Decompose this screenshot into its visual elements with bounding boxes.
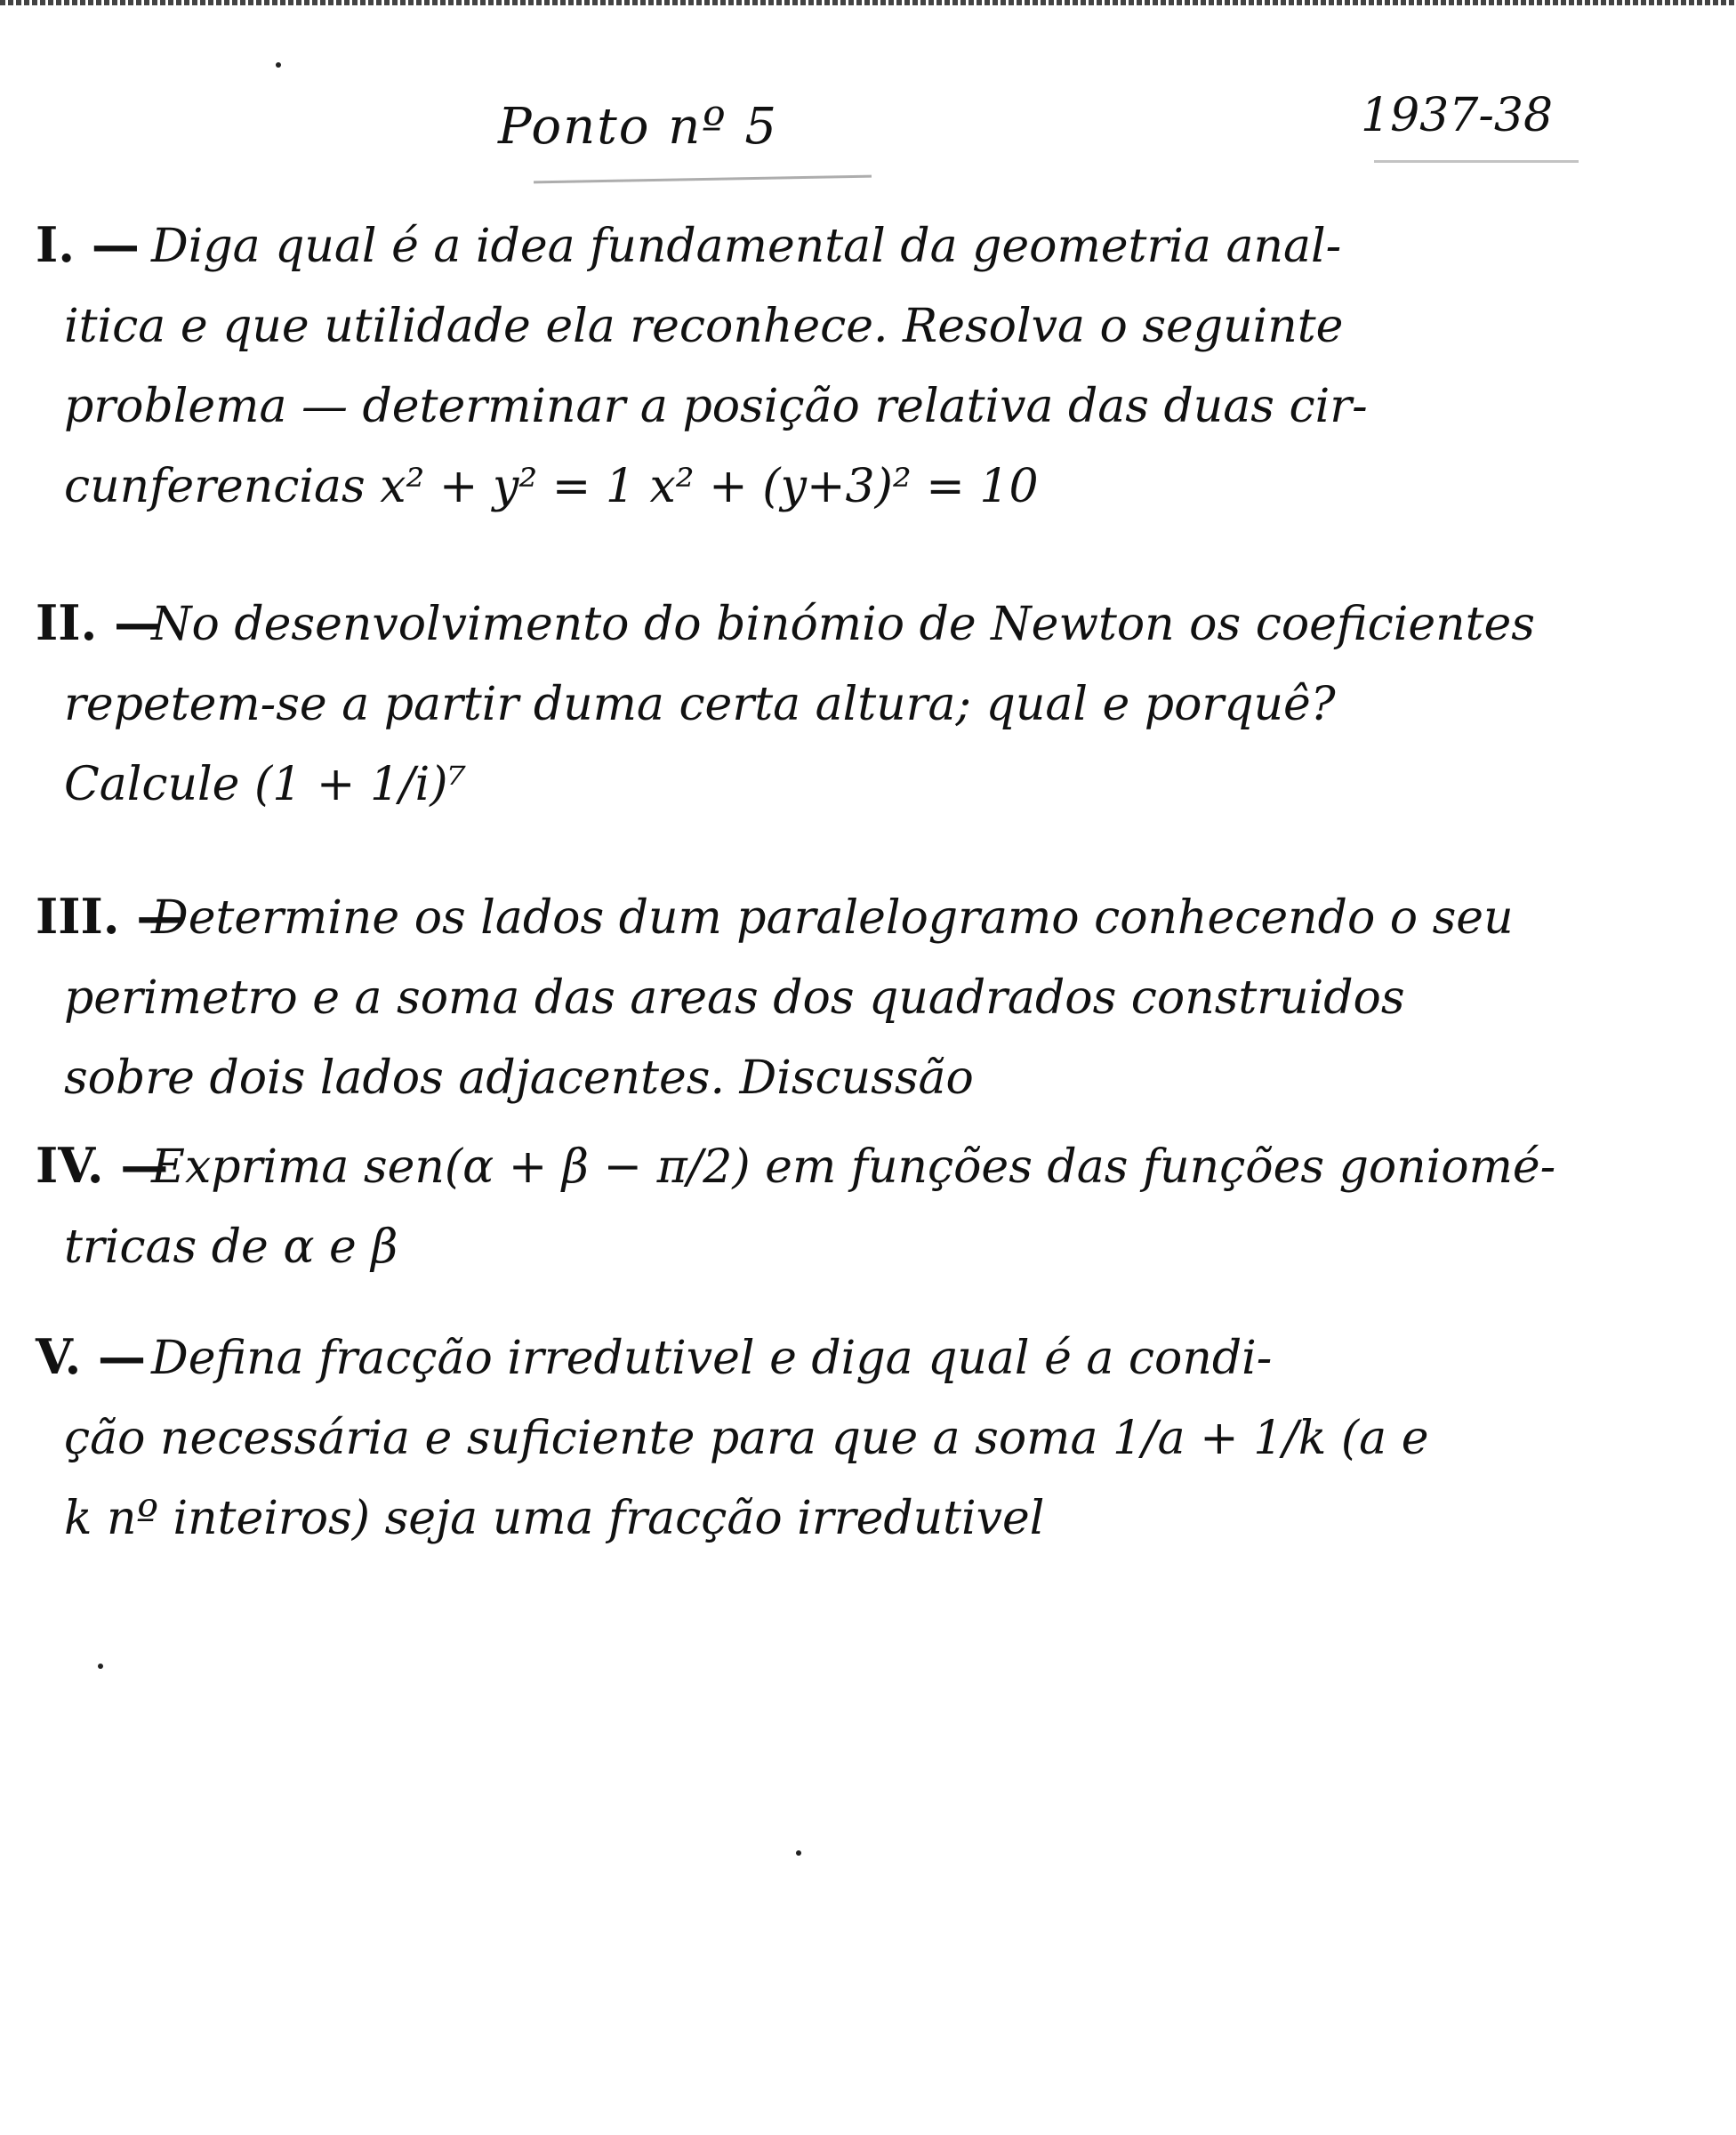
question-text: No desenvolvimento do binómio de Newton os coeficientes <box>151 598 1535 651</box>
question-line <box>36 958 1708 1038</box>
question-text: tricas de α e β <box>64 1221 398 1274</box>
question-5 <box>36 1317 1708 1559</box>
question-line <box>36 1478 1708 1559</box>
question-line <box>36 1125 1708 1207</box>
question-text: k nº inteiros) seja uma fracção irredutivel <box>64 1492 1045 1545</box>
question-2 <box>36 583 1708 825</box>
question-3 <box>36 876 1708 1118</box>
question-text: ção necessária e suficiente para que a soma 1/a + 1/k (a e <box>64 1412 1429 1465</box>
question-text: problema — determinar a posição relativa das duas cir- <box>64 380 1368 433</box>
question-line <box>36 367 1708 447</box>
question-line <box>36 1398 1708 1478</box>
question-text: Defina fracção irredutivel e diga qual é a condi- <box>151 1332 1273 1385</box>
question-text: Diga qual é a idea fundamental da geometria anal- <box>151 220 1342 273</box>
question-text: perimetro e a soma das areas dos quadrados construidos <box>64 971 1405 1025</box>
question-line <box>36 876 1708 958</box>
page-title: Ponto nº 5 <box>498 98 779 156</box>
question-line <box>36 205 1708 286</box>
question-text: sobre dois lados adjacentes. Discussão <box>64 1051 974 1105</box>
question-line <box>36 447 1708 527</box>
question-text: Determine os lados dum paralelogramo conhecendo o seu <box>151 891 1514 945</box>
question-line <box>36 745 1708 825</box>
question-text: Calcule (1 + 1/i)⁷ <box>64 758 467 811</box>
question-number: II. — <box>36 594 163 651</box>
question-1 <box>36 205 1708 527</box>
question-number: I. — <box>36 216 140 273</box>
question-number: IV. — <box>36 1137 169 1194</box>
question-text: cunferencias x² + y² = 1 x² + (y+3)² = 10 <box>64 460 1039 513</box>
question-line <box>36 1317 1708 1398</box>
question-line <box>36 665 1708 745</box>
question-line <box>36 583 1708 665</box>
question-text: itica e que utilidade ela reconhece. Resolva o seguinte <box>64 300 1344 353</box>
question-line <box>36 1207 1708 1287</box>
question-number: V. — <box>36 1328 147 1385</box>
academic-year: 1937-38 <box>1361 89 1554 142</box>
question-line <box>36 1038 1708 1118</box>
question-4 <box>36 1125 1708 1287</box>
question-text: repetem-se a partir duma certa altura; qual e porquê? <box>64 678 1336 731</box>
title-underline <box>534 175 872 184</box>
question-text: Exprima sen(α + β − π/2) em funções das funções goniomé- <box>151 1140 1556 1194</box>
year-underline <box>1374 160 1579 163</box>
question-line <box>36 286 1708 367</box>
question-number: III. — <box>36 888 185 945</box>
